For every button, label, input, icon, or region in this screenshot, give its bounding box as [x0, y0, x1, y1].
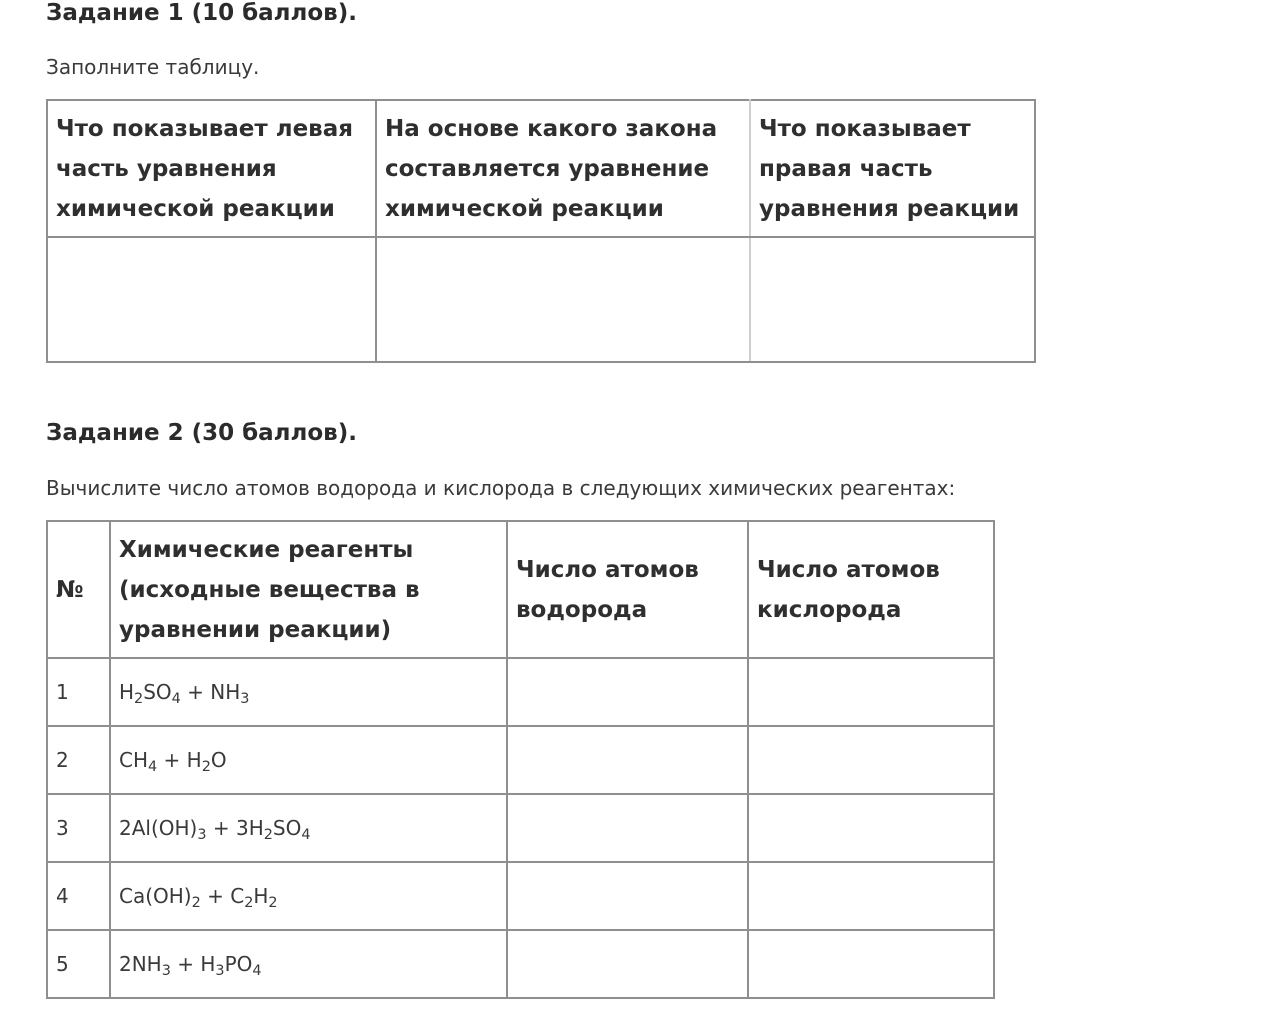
- oxygen-count-cell[interactable]: [748, 862, 994, 930]
- table-row: [47, 658, 994, 726]
- task2-header-reagents: Химические реагенты (исходные вещества в уравнении реакции): [110, 521, 507, 658]
- task1-header-right: Что показывает правая часть уравнения реакции: [750, 100, 1035, 237]
- task1-answer-right[interactable]: [750, 237, 1035, 362]
- reagent-formula: $H_2SO_4 + NH_3$: [110, 658, 507, 726]
- oxygen-count-cell[interactable]: [748, 930, 994, 998]
- task1-title: Задание 1 (10 баллов).: [46, 0, 357, 26]
- hydrogen-count-cell[interactable]: [507, 658, 748, 726]
- hydrogen-count-cell[interactable]: [507, 930, 748, 998]
- oxygen-count-cell[interactable]: [748, 794, 994, 862]
- task2-header-row: [47, 521, 994, 658]
- table-row: [47, 862, 994, 930]
- row-number: 4: [47, 862, 110, 930]
- task2-header-oxygen: Число атомов кислорода: [748, 521, 994, 658]
- table-row: [47, 726, 994, 794]
- task1-answer-law[interactable]: [376, 237, 750, 362]
- task1-header-row: [47, 100, 1035, 237]
- row-number: 2: [47, 726, 110, 794]
- task1-instruction: Заполните таблицу.: [46, 55, 260, 79]
- task1-header-law: На основе какого закона составляется уравнение химической реакции: [376, 100, 750, 237]
- task1-answer-left[interactable]: [47, 237, 376, 362]
- task1-table: [46, 99, 1036, 363]
- task2-header-hydrogen: Число атомов водорода: [507, 521, 748, 658]
- hydrogen-count-cell[interactable]: [507, 862, 748, 930]
- oxygen-count-cell[interactable]: [748, 726, 994, 794]
- reagent-formula: $2Al(OH)_3 + 3H_2SO_4$: [110, 794, 507, 862]
- table-row: [47, 794, 994, 862]
- row-number: 5: [47, 930, 110, 998]
- hydrogen-count-cell[interactable]: [507, 726, 748, 794]
- task2-header-number: №: [47, 521, 110, 658]
- task1-header-left: Что показывает левая часть уравнения химической реакции: [47, 100, 376, 237]
- task2-table: [46, 520, 995, 999]
- reagent-formula: $2NH_3 + H_3PO_4$: [110, 930, 507, 998]
- reagent-formula: $Ca(OH)_2 + C_2H_2$: [110, 862, 507, 930]
- task1-answer-row: [47, 237, 1035, 362]
- row-number: 1: [47, 658, 110, 726]
- task2-instruction: Вычислите число атомов водорода и кислорода в следующих химических реагентах:: [46, 476, 956, 500]
- oxygen-count-cell[interactable]: [748, 658, 994, 726]
- row-number: 3: [47, 794, 110, 862]
- task2-title: Задание 2 (30 баллов).: [46, 420, 357, 446]
- reagent-formula: $CH_4 + H_2O$: [110, 726, 507, 794]
- hydrogen-count-cell[interactable]: [507, 794, 748, 862]
- table-row: [47, 930, 994, 998]
